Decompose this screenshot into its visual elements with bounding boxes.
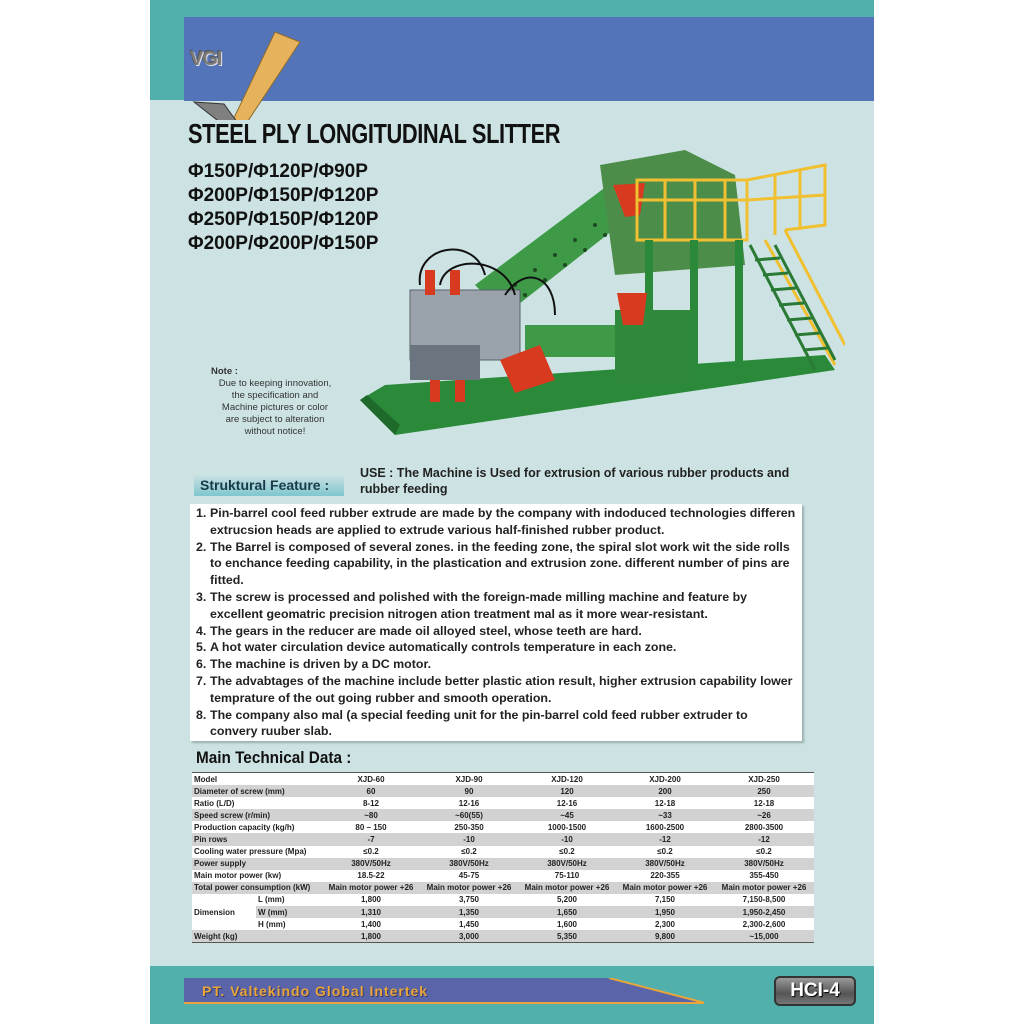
feature-text: The machine is driven by a DC motor.	[210, 657, 432, 672]
table-cell: ~15,000	[714, 930, 814, 943]
table-cell: ≤0.2	[714, 846, 814, 858]
table-cell: 9,800	[616, 930, 714, 943]
feature-text: The company also mal (a special feeding unit for the pin-barrel cold feed rubber extruder to convery ruuber slab.	[210, 707, 748, 739]
technical-data-title: Main Technical Data :	[196, 748, 352, 767]
feature-text: The advabtages of the machine include better plastic ation result, higher extrusion capability lower temprature of the out going rubber and smooth operation.	[210, 673, 793, 705]
feature-item	[196, 539, 798, 589]
table-cell: 1,950	[616, 906, 714, 918]
table-cell: 380V/50Hz	[518, 858, 616, 870]
table-cell: -10	[518, 833, 616, 845]
table-cell: 5,350	[518, 930, 616, 943]
table-cell: ~26	[714, 809, 814, 821]
table-cell: 2,300-2,600	[714, 918, 814, 930]
table-row	[192, 906, 814, 918]
table-cell: 1,310	[322, 906, 420, 918]
model-column-header: XJD-200	[616, 773, 714, 786]
feature-text: The screw is processed and polished with the foreign-made milling machine and feature by excellent geomatric precision nitrogen ation treatment mal as it more wear-resistant.	[210, 589, 748, 621]
table-cell: 1,400	[322, 918, 420, 930]
table-cell: 75-110	[518, 870, 616, 882]
row-label: Cooling water pressure (Mpa)	[192, 846, 322, 858]
feature-number: 1.	[196, 506, 207, 520]
table-cell: 380V/50Hz	[714, 858, 814, 870]
table-cell: 380V/50Hz	[420, 858, 518, 870]
row-label: Dimension	[192, 906, 256, 918]
table-cell: -7	[322, 833, 420, 845]
model-list	[188, 160, 378, 256]
table-row	[192, 894, 814, 906]
table-cell: 80 – 150	[322, 821, 420, 833]
row-label	[192, 894, 256, 906]
note-line: Machine pictures or color	[221, 402, 329, 413]
table-cell: 18.5-22	[322, 870, 420, 882]
model-line: Φ150P/Φ120P/Φ90P	[188, 161, 368, 182]
row-label: Ratio (L/D)	[192, 797, 322, 809]
model-column-header: XJD-60	[322, 773, 420, 786]
feature-number: 4.	[196, 623, 207, 638]
brochure-page	[150, 0, 874, 1024]
table-cell: 1,650	[518, 906, 616, 918]
table-cell: 1,800	[322, 930, 420, 943]
table-cell: Main motor power +26	[616, 882, 714, 894]
feature-item	[196, 505, 798, 539]
feature-number: 3.	[196, 589, 207, 604]
feature-number: 8.	[196, 707, 207, 722]
model-column-header: XJD-90	[420, 773, 518, 786]
row-sublabel: W (mm)	[256, 906, 322, 918]
row-sublabel: H (mm)	[256, 918, 322, 930]
table-row	[192, 858, 814, 870]
table-cell: 60	[322, 785, 420, 797]
table-cell: ≤0.2	[616, 846, 714, 858]
feature-number: 6.	[196, 657, 207, 672]
table-cell: 3,750	[420, 894, 518, 906]
page-title: STEEL PLY LONGITUDINAL SLITTER	[188, 118, 561, 149]
table-cell: ~60(55)	[420, 809, 518, 821]
table-row	[192, 846, 814, 858]
table-cell: ~33	[616, 809, 714, 821]
table-cell: 1,350	[420, 906, 518, 918]
table-cell: 5,200	[518, 894, 616, 906]
company-name: PT. Valtekindo Global Intertek	[202, 983, 429, 999]
table-row	[192, 918, 814, 930]
feature-text: The Barrel is composed of several zones. in the feeding zone, the spiral slot work wit the side rolls to enchance feeding capability, in the plastication and extrusion zone. different number of pins are fitted.	[210, 539, 790, 588]
table-row	[192, 882, 814, 894]
note-heading: Note :	[211, 366, 238, 377]
row-label: Pin rows	[192, 833, 322, 845]
technical-data-table	[192, 772, 814, 943]
table-cell: 380V/50Hz	[616, 858, 714, 870]
table-cell: ≤0.2	[322, 846, 420, 858]
table-cell: 220-355	[616, 870, 714, 882]
row-label: Total power consumption (kW)	[192, 882, 322, 894]
table-cell: 380V/50Hz	[322, 858, 420, 870]
structural-feature-label: Struktural Feature :	[194, 474, 344, 496]
table-cell: ≤0.2	[518, 846, 616, 858]
table-cell: 12-16	[420, 797, 518, 809]
feature-item	[196, 656, 798, 673]
feature-text: A hot water circulation device automatically controls temperature in each zone.	[210, 640, 677, 655]
row-label: Power supply	[192, 858, 322, 870]
note-line: Due to keeping innovation,	[218, 378, 332, 389]
table-cell: 7,150	[616, 894, 714, 906]
row-label: Production capacity (kg/h)	[192, 821, 322, 833]
table-cell: 12-18	[714, 797, 814, 809]
machine-photo	[355, 145, 845, 435]
feature-list	[190, 504, 802, 741]
table-cell: 1000-1500	[518, 821, 616, 833]
disclaimer-note	[205, 366, 345, 438]
table-cell: Main motor power +26	[518, 882, 616, 894]
note-line: the specification and	[231, 390, 319, 401]
row-label	[192, 918, 256, 930]
vgi-logo	[180, 20, 330, 120]
table-cell: ~80	[322, 809, 420, 821]
table-row	[192, 785, 814, 797]
feature-text: Pin-barrel cool feed rubber extrude are made by the company with indoduced technologies differen extrucsion heads are applied to extrude various half-finished rubber product.	[210, 506, 796, 537]
page-code-badge: HCI-4	[774, 976, 856, 1006]
model-column-header: XJD-120	[518, 773, 616, 786]
row-label: Diameter of screw (mm)	[192, 785, 322, 797]
table-cell: 90	[420, 785, 518, 797]
table-cell: -12	[616, 833, 714, 845]
table-cell: -10	[420, 833, 518, 845]
table-cell: 1,450	[420, 918, 518, 930]
table-cell: 1,950-2,450	[714, 906, 814, 918]
feature-item	[196, 673, 798, 707]
table-header-row	[192, 773, 814, 786]
table-cell: 12-16	[518, 797, 616, 809]
table-cell: 1600-2500	[616, 821, 714, 833]
logo-text: VGI	[190, 48, 222, 70]
row-label: Model	[192, 773, 322, 786]
table-cell: Main motor power +26	[714, 882, 814, 894]
model-line: Φ200P/Φ150P/Φ120P	[188, 185, 379, 206]
feature-number: 7.	[196, 673, 207, 688]
row-label: Main motor power (kw)	[192, 870, 322, 882]
table-row	[192, 809, 814, 821]
row-label: Weight (kg)	[192, 930, 322, 943]
feature-text: The gears in the reducer are made oil alloyed steel, whose teeth are hard.	[210, 623, 642, 638]
table-cell: ~45	[518, 809, 616, 821]
model-line: Φ250P/Φ150P/Φ120P	[188, 209, 379, 230]
feature-item	[196, 589, 798, 623]
table-cell: Main motor power +26	[420, 882, 518, 894]
model-line: Φ200P/Φ200P/Φ150P	[188, 233, 379, 254]
row-label: Speed screw (r/min)	[192, 809, 322, 821]
table-row	[192, 797, 814, 809]
table-cell: 45-75	[420, 870, 518, 882]
table-cell: 355-450	[714, 870, 814, 882]
table-row	[192, 821, 814, 833]
table-cell: 3,000	[420, 930, 518, 943]
table-cell: -12	[714, 833, 814, 845]
table-row	[192, 833, 814, 845]
table-cell: Main motor power +26	[322, 882, 420, 894]
feature-number: 5.	[196, 640, 207, 655]
table-row	[192, 930, 814, 943]
table-cell: 7,150-8,500	[714, 894, 814, 906]
table-cell: 250	[714, 785, 814, 797]
table-cell: 200	[616, 785, 714, 797]
table-cell: 2800-3500	[714, 821, 814, 833]
table-cell: 2,300	[616, 918, 714, 930]
note-line: are subject to alteration	[225, 414, 325, 425]
use-description: USE : The Machine is Used for extrusion of various rubber products and rubber feeding	[360, 466, 790, 496]
table-cell: 250-350	[420, 821, 518, 833]
note-line: without notice!	[244, 426, 306, 437]
feature-item	[196, 623, 798, 640]
row-sublabel: L (mm)	[256, 894, 322, 906]
table-cell: 1,600	[518, 918, 616, 930]
model-column-header: XJD-250	[714, 773, 814, 786]
table-cell: 12-18	[616, 797, 714, 809]
feature-number: 2.	[196, 539, 207, 554]
table-cell: ≤0.2	[420, 846, 518, 858]
table-cell: 1,800	[322, 894, 420, 906]
feature-item	[196, 707, 798, 741]
table-cell: 120	[518, 785, 616, 797]
table-cell: 8-12	[322, 797, 420, 809]
feature-item	[196, 639, 798, 656]
table-row	[192, 870, 814, 882]
